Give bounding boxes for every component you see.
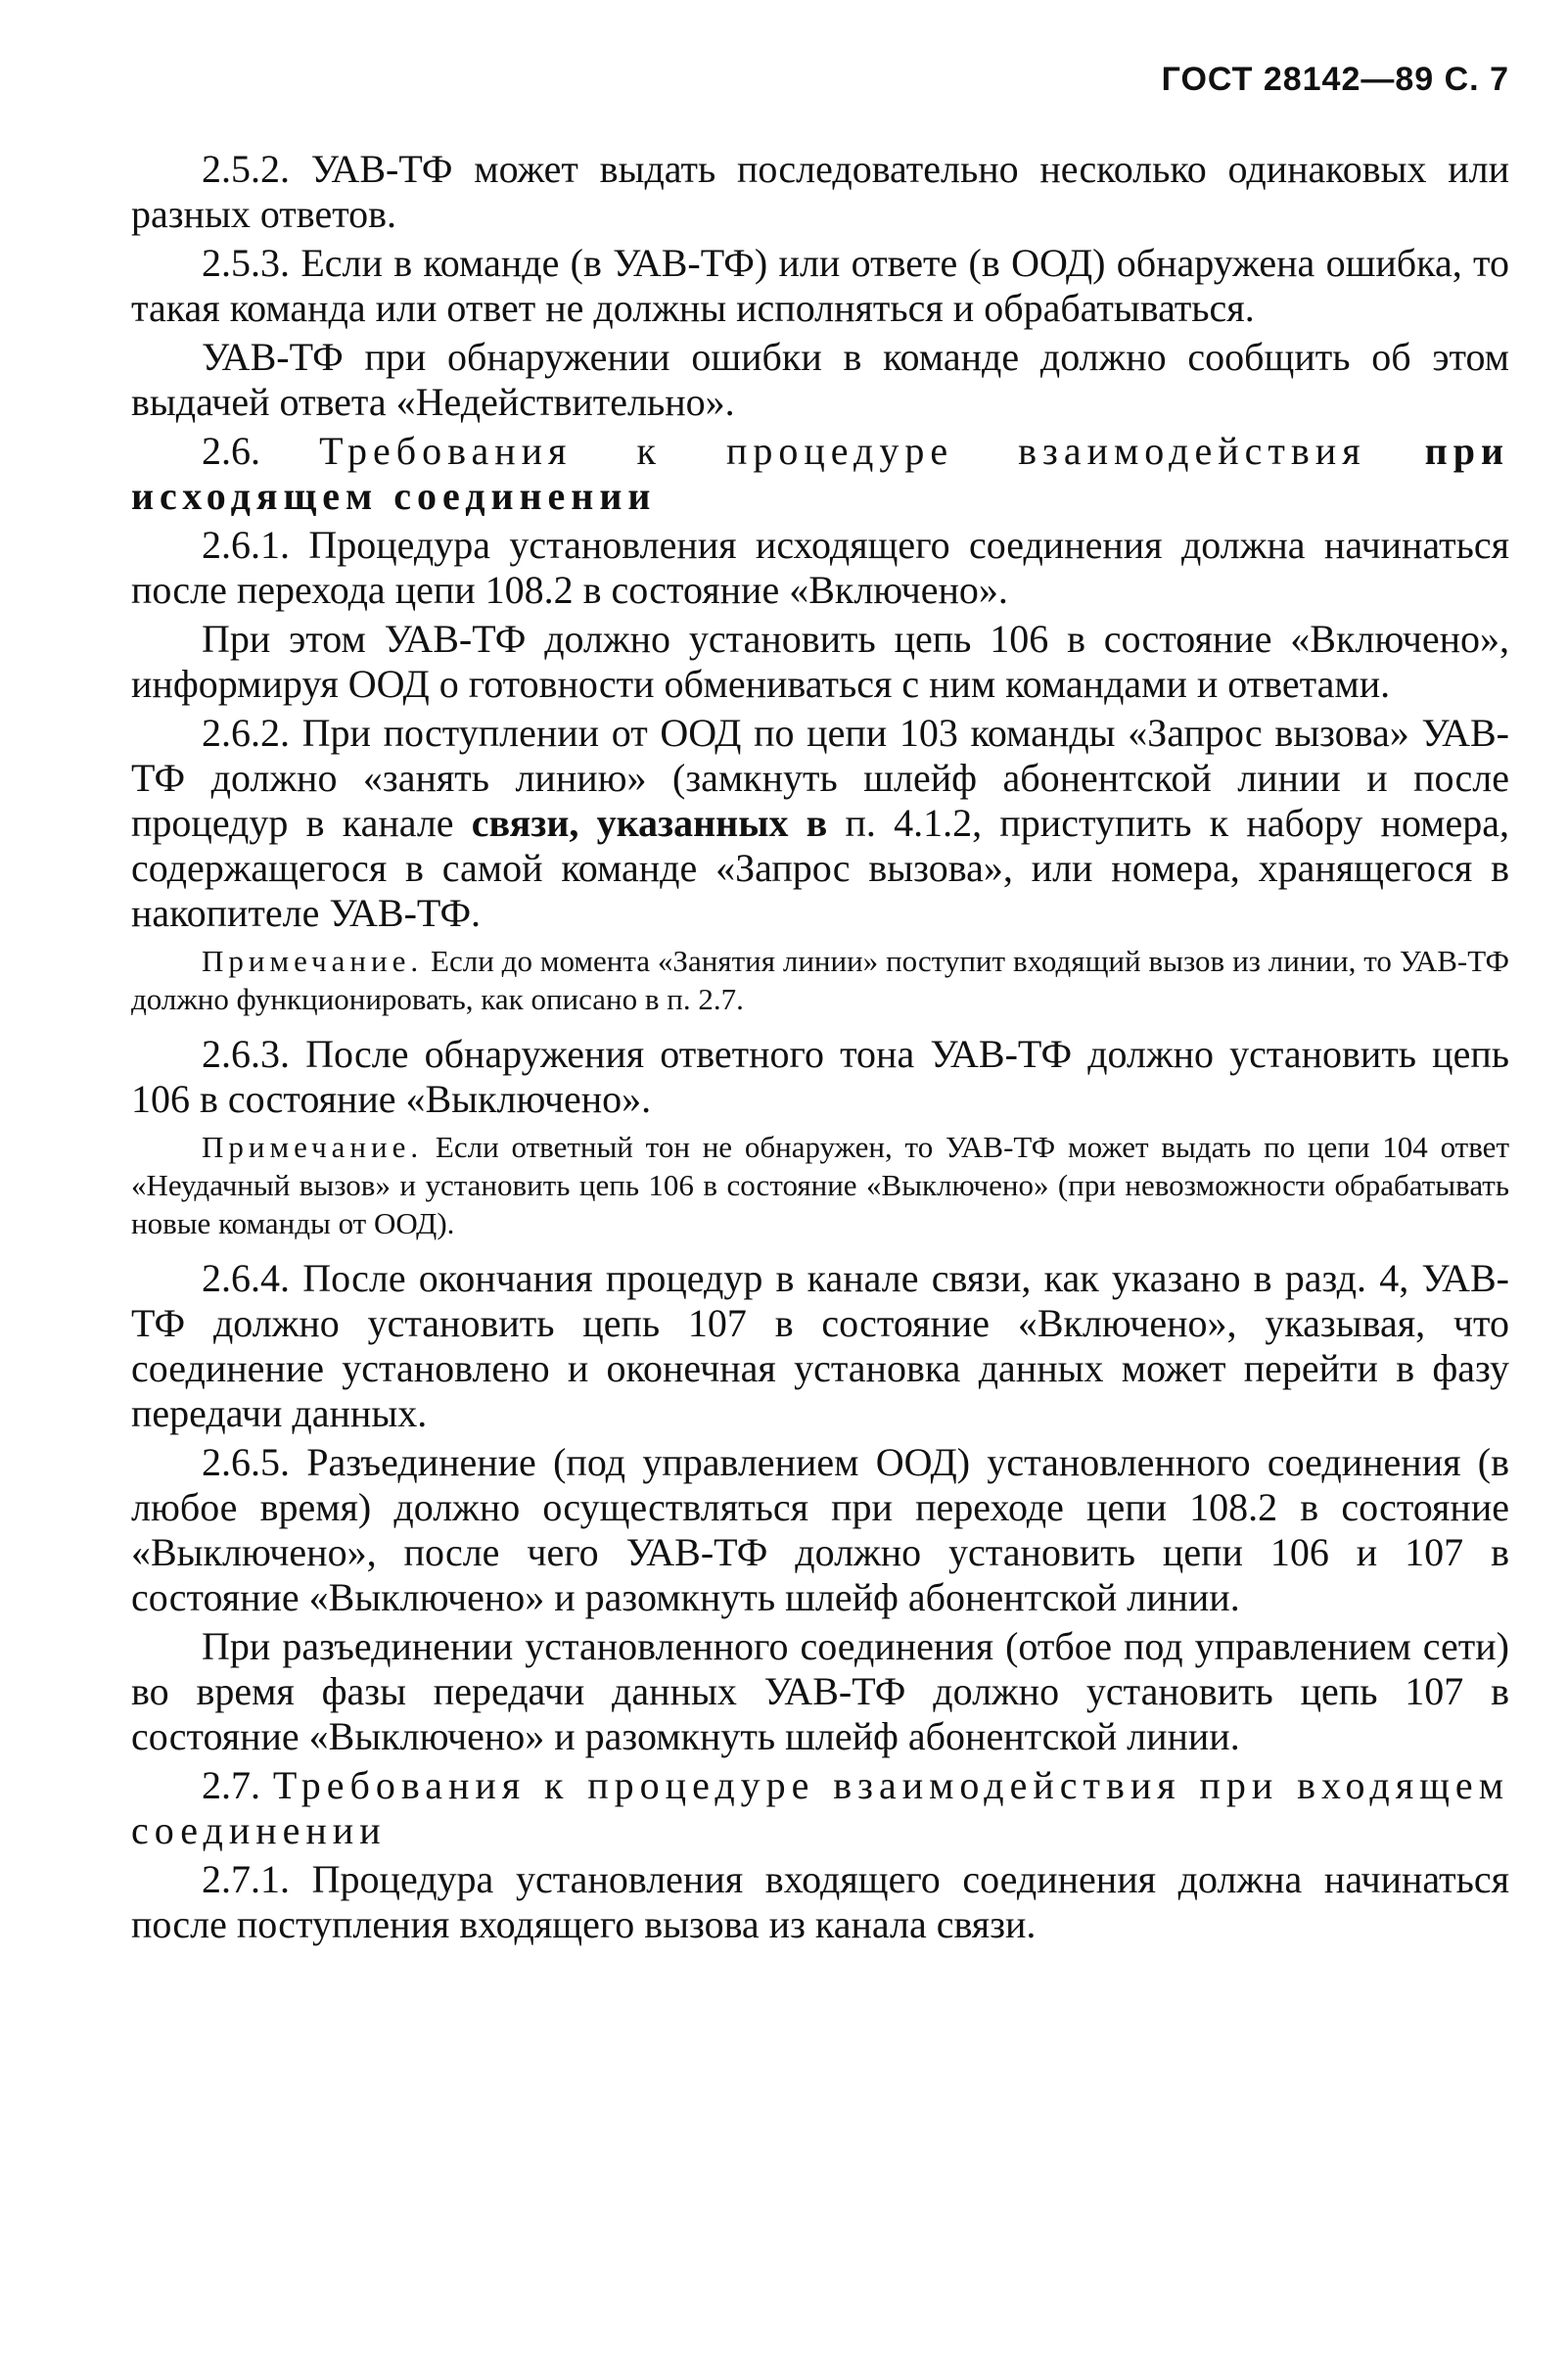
- paragraph-2-6-2-part-b: п. 4.1.2, приступить к набору номера, содержащегося в самой команде «Запрос вызова», или номера, хранящегося в накопителе УАВ-ТФ.: [131, 801, 1510, 935]
- note-label: Примечание.: [202, 1130, 424, 1164]
- paragraph-2-6-2-bold: связи, указанных в: [471, 801, 828, 845]
- paragraph-2-6-3: 2.6.3. После обнаружения ответного тона УАВ-ТФ должно установить цепь 106 в состояние «Выключено».: [131, 1032, 1509, 1121]
- section-heading-2-6: [131, 429, 1509, 519]
- note-2-6-2: [131, 942, 1509, 1018]
- section-number: 2.6.: [202, 429, 260, 473]
- section-heading-2-7: [131, 1763, 1509, 1853]
- note-text: Если ответный тон не обнаружен, то УАВ-ТФ может выдать по цепи 104 ответ «Неудачный вызов» и установить цепь 106 в состояние «Выключено» (при невозможности обрабатывать новые команды от ООД).: [131, 1130, 1509, 1240]
- note-2-6-3: [131, 1128, 1509, 1242]
- section-number: 2.7.: [202, 1763, 260, 1807]
- paragraph-2-6-4: 2.6.4. После окончания процедур в канале связи, как указано в разд. 4, УАВ-ТФ должно установить цепь 107 в состояние «Включено», указывая, что соединение установлено и оконечная установка данных может перейти в фазу передачи данных.: [131, 1256, 1509, 1435]
- section-heading-bold-text: при исходящем соединении: [131, 429, 1510, 518]
- paragraph-2-6-1-continuation: При этом УАВ-ТФ должно установить цепь 106 в состояние «Включено», информируя ООД о готовности обмениваться с ним командами и ответами.: [131, 617, 1509, 706]
- paragraph-2-6-5: 2.6.5. Разъединение (под управлением ООД) установленного соединения (в любое время) должно осуществляться при переходе цепи 108.2 в состояние «Выключено», после чего УАВ-ТФ должно установить цепи 106 и 107 в состояние «Выключено» и разомкнуть шлейф абонентской линии.: [131, 1440, 1509, 1619]
- paragraph-2-6-5-continuation: При разъединении установленного соединения (отбое под управлением сети) во время фазы передачи данных УАВ-ТФ должно установить цепь 107 в состояние «Выключено» и разомкнуть шлейф абонентской линии.: [131, 1624, 1509, 1758]
- paragraph-2-7-1: 2.7.1. Процедура установления входящего соединения должна начинаться после поступления входящего вызова из канала связи.: [131, 1857, 1509, 1946]
- section-heading-text: Требования к процедуре взаимодействия: [319, 429, 1366, 473]
- note-text: Если до момента «Занятия линии» поступит входящий вызов из линии, то УАВ-ТФ должно функционировать, как описано в п. 2.7.: [131, 944, 1509, 1016]
- running-header: ГОСТ 28142—89 С. 7: [1161, 61, 1509, 98]
- section-heading-text: Требования к процедуре взаимодействия при входящем соединении: [131, 1763, 1510, 1852]
- paragraph-2-5-3-continuation: УАВ-ТФ при обнаружении ошибки в команде должно сообщить об этом выдачей ответа «Недействительно».: [131, 335, 1509, 424]
- paragraph-2-6-1: 2.6.1. Процедура установления исходящего соединения должна начинаться после перехода цепи 108.2 в состояние «Включено».: [131, 523, 1509, 612]
- paragraph-2-6-2: [131, 711, 1509, 936]
- paragraph-2-6-2-part-a: 2.6.2. При поступлении от ООД по цепи 103 команды «Запрос вызова» УАВ-ТФ должно «занять линию» (замкнуть шлейф абонентской линии и после процедур в канале: [131, 711, 1509, 845]
- paragraph-2-5-3: 2.5.3. Если в команде (в УАВ-ТФ) или ответе (в ООД) обнаружена ошибка, то такая команда или ответ не должны исполняться и обрабатываться.: [131, 241, 1509, 330]
- note-label: Примечание.: [202, 944, 424, 978]
- document-body: [131, 147, 1509, 1951]
- paragraph-2-5-2: 2.5.2. УАВ-ТФ может выдать последовательно несколько одинаковых или разных ответов.: [131, 147, 1509, 236]
